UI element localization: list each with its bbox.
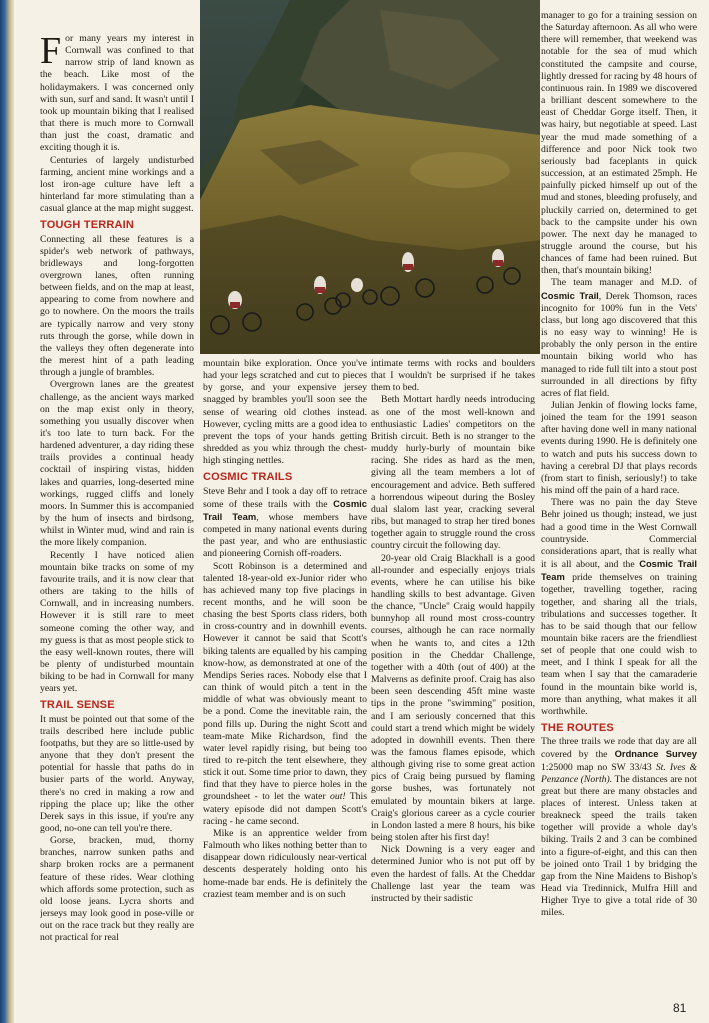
paragraph: Scott Robinson is a determined and talented 18-year-old ex-Junior rider who has achieved many top five placings in recent months, and he will soon be chasing the best Sports class riders, both in cross-country and in downhill events. However it cannot be said that Scott's biking talents are equalled by his camping know-how, as demonstrated at one of the Mendips Series races. Nobody else that I can think of would pitch a tent in the middle of what was obviously meant to be a pond. Come the inevitable rain, the pond fills up. During the night Scott and team-mate Mike Richardson, find the water level rapidly rising, but being too tired to re-pitch the tent elsewhere, they stick it out. Some time prior to dawn, they find that they have to pierce holes in the groundsheet - to let the water out! This watery episode did not dampen Scott's racing - he came second. xyxy=(203,560,367,827)
section-heading-the-routes: THE ROUTES xyxy=(541,722,614,735)
paragraph: It must be pointed out that some of the trails described here include public footpaths, but they are so little-used by anyone that they don't present the potential for hassle that paths do in busier parts of the world. Anyway, there's no cred in making a row and ripping the place up; like the other Derek says in this issue, if you're any good, no-one can tell you're there. xyxy=(40,713,194,834)
section-heading-cosmic-trails: COSMIC TRAILS xyxy=(203,471,293,484)
paragraph: Overgrown lanes are the greatest challenge, as the ancient ways marked on the map exist only in theory, something you usually discover when it's too late to turn back. For the hardened adventurer, a day riding these trails provides a continual heady cocktail of inspiring vistas, hidden lakes and quarries, long-deserted mine workings, rugged cliffs and lonely moors. In Summer this is accompanied by the hum of insects and birdsong, whilst in Winter mud, wind and rain is the more likely companion. xyxy=(40,379,194,549)
paragraph: intimate terms with rocks and boulders that I wouldn't be surprised if he takes them to bed. xyxy=(371,358,535,394)
paragraph: Centuries of largely undisturbed farming, ancient mine workings and a lost iron-age culture have left a hinterland far more stimulating than a casual glance at the map might suggest. xyxy=(40,154,194,215)
team-name: Cosmic Trail Team xyxy=(203,497,367,522)
map-title: St. Ives & Penzance (North). xyxy=(541,761,697,785)
paragraph: manager to go for a training session on the Saturday afternoon. As all who were there will remember, that weekend was notable for the sea of mud which constituted the campsite and course, lightly dressed for racing by 48 hours of continuous rain. In 1989 we discovered a brilliant descent somewhere to the east of Cheddar Gorge itself. Then, it was hairy, but negotiable at speed. Last year the mud made something of a difference and poor Nick took two seriously bad faceplants in quick succession, at an estimated 25mph. He painfully picked himself up out of the mud and stones, bleeding profusely, and pluckily carried on, determined to get back to the campsite under his own power. The next day he managed to struggle around the course, but his chances of fame had been ruined. But then, that's mountain biking! xyxy=(541,10,697,277)
page-spine-edge xyxy=(0,0,14,1023)
map-publisher: Ordnance Survey xyxy=(614,748,697,760)
paragraph: Mike is an apprentice welder from Falmouth who likes nothing better than to disappear down ridiculously near-vertical descents desperately holding onto his home-made bar ends. He is definitely the craziest team member and is on such xyxy=(203,827,367,900)
paragraph: Steve Behr and I took a day off to retrace some of these trails with the Cosmic Trail Team, whose members have competed in many national events during the past year, and who are enthusiastic and pioneering Cornish off-roaders. xyxy=(203,485,367,560)
article-column-4 xyxy=(541,10,697,1010)
drop-cap: F xyxy=(40,33,62,72)
section-heading-tough-terrain: TOUGH TERRAIN xyxy=(40,219,135,232)
paragraph: Recently I have noticed alien mountain bike tracks on some of my favourite trails, and it is now clear that others are taking to the hills of Cornwall, and in increasing numbers. However it is still rare to meet someone coming the other way, and my guess is that as most people stick to the easy well-known routes, there will be plenty of undisturbed mountain biking to be had in Cornwall for many years yet. xyxy=(40,549,194,695)
paragraph: The three trails we rode that day are all covered by the Ordnance Survey 1:25000 map no SW 33/43 St. Ives & Penzance (North). The distances are not great but there are many obstacles and places of interest. Unless taken at breakneck speed the trails taken together will provide a whole day's biking. Trails 2 and 3 can be combined into a figure-of-eight, and this can then be joined onto Trail 1 by bridging the gap from the Nine Maidens to Bishop's Head via Tredinnick, Mulfra Hill and Higher Trye to give a total ride of 30 miles. xyxy=(541,736,697,919)
intro-paragraph: For many years my interest in Cornwall was confined to that narrow strip of land known as the beach. Like most of the holidaymakers. I was concerned only with sun, surf and sand. It wasn't until I took up mountain biking that I realised that there is much more to Cornwall than just the coast, dramatic and exciting though it is. xyxy=(40,33,194,154)
paragraph: The team manager and M.D. of Cosmic Trail, Derek Thomson, races incognito for 100% fun in the Vets' class, but long ago discovered that this is no easy way to winning! He is probably the only person in the entire mountain biking world who has managed to ride full tilt into a stout post surrounded in all directions by fifty acres of flat field. xyxy=(541,277,697,399)
section-heading-trail-sense: TRAIL SENSE xyxy=(40,699,115,712)
paragraph: Beth Mottart hardly needs introducing as one of the most well-known and enthusiastic Ladies' competitors on the British circuit. Beth is no stranger to the muddy hurly-burly of mountain bike racing. She rides as hard as the men, giving all the team members a lot of encouragement and advice. Beth suffered a horrendous wipeout during the Bosley dual slalom last year, cracking several ribs, but managed to strap her tired bones together again to struggle round the cross country circuit the following day. xyxy=(371,394,535,552)
article-column-2 xyxy=(203,358,367,1018)
paragraph: 20-year old Craig Blackhall is a good all-rounder and especially enjoys trials events, where he can utilise his bike handling skills to best advantage. Given the chance, "Uncle" Craig would happily bunnyhop all round most cross-country courses, although he can race normally when he wants to, and cites a 12th position in the Cheddar Challenge, together with a 40th (out of 400) at the Malverns as definite proof. Craig has also been seen descending 45ft mine waste tips in the prone "swimming" position, and I am seriously concerned that this could start a trend which might be widely adopted in downhill events. Then there was the famous flames episode, which although giving rise to some great action pics of Craig being pursued by flaming gorse bushes, was fortunately not emulated by mountain bikers at large. Craig's glorious career as a cycle courier in London lasted a mere 8 hours, his bike being stolen after his first day! xyxy=(371,552,535,844)
paragraph: There was no pain the day Steve Behr joined us though; instead, we just had a good time in the West Cornwall countryside. Commercial considerations apart, that is really what it is all about, and the Cosmic Trail Team pride themselves on training together, travelling together, racing together, and sharing all the trials, tribulations and successes together. It has to be said though that our fellow mountain bike racers are the friendliest set of people that one could wish to meet, and I think I speak for all the team when I say that the camaraderie found in the mountain bike world is, more than anything, what makes it all worthwhile. xyxy=(541,497,697,717)
page-number: 81 xyxy=(673,1001,687,1015)
cyclists-on-coastal-cliff-photo xyxy=(200,0,540,354)
article-column-3 xyxy=(371,358,535,1018)
photo-illustration xyxy=(200,0,540,354)
paragraph: Julian Jenkin of flowing locks fame, joined the team for the 1991 season after having done well in many national events during 1990. He is definitely one to watch and puts his success down to having a cerebral DJ that plays records (from start to finish, seriously!) to take his mind off the pain of a hard race. xyxy=(541,400,697,497)
paragraph: Gorse, bracken, mud, thorny branches, narrow sunken paths and sharp broken rocks are a permanent feature of these rides. Wear clothing which affords some protection, such as old loose jeans. Lycra shorts and jerseys may look good in pose-ville or out on the race track but they really are not practical for real xyxy=(40,835,194,944)
article-column-1 xyxy=(40,33,194,1018)
paragraph: Connecting all these features is a spider's web network of pathways, bridleways and long-forgotten overgrown lanes, often running between fields, and on the map at least, appearing to come from nowhere and go to nowhere. On the moors the trails are typically narrow and very stony ruts through the gorse, while down in the valleys they often degenerate into the merest hint of a path leading through a jungle of brambles. xyxy=(40,233,194,379)
paragraph: Nick Downing is a very eager and determined Junior who is not put off by even the hardest of falls. At the Cheddar Challenge last year the team was instructed by their sadistic xyxy=(371,844,535,904)
team-name: Cosmic Trail xyxy=(541,289,599,301)
team-name: Cosmic Trail Team xyxy=(541,558,697,583)
paragraph: mountain bike exploration. Once you've had your legs scratched and cut to pieces by gorse, and your expensive jersey snagged by brambles you'll soon see the sense of wearing old clothes instead. However, cycling mitts are a good idea to prevent the tops of your hands getting shredded as you whiz through the chest-high stinging nettles. xyxy=(203,358,367,467)
